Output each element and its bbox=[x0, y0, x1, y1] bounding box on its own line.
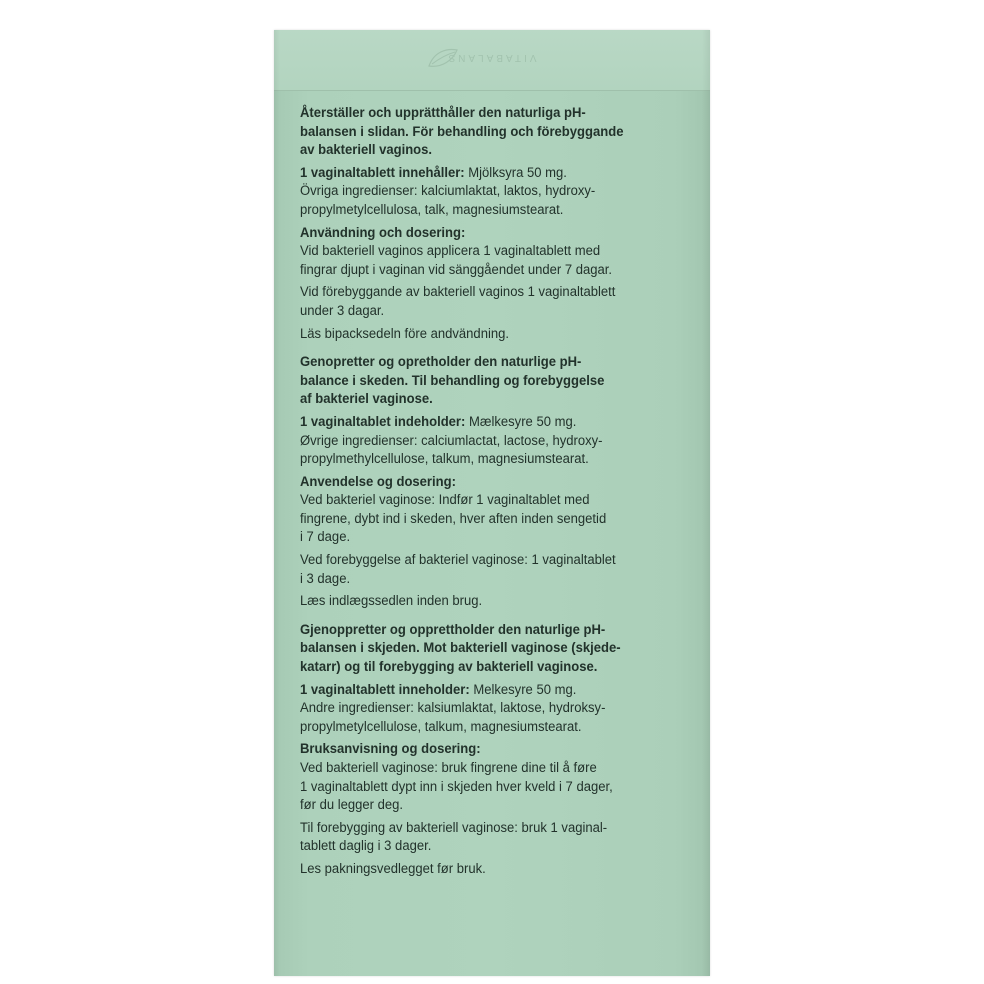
intro-line: balance i skeden. Til behandling og forebyggelse bbox=[300, 372, 605, 389]
intro-line: balansen i slidan. För behandling och förebyggande bbox=[300, 123, 624, 140]
usage-line: tablett daglig i 3 dager. bbox=[300, 838, 432, 855]
content-label: 1 vaginaltablett inneholder: bbox=[300, 681, 470, 698]
brand-mark bbox=[416, 44, 566, 74]
usage-line: før du legger deg. bbox=[300, 797, 404, 814]
usage-line: Vid bakteriell vaginos applicera 1 vaginaltablett med bbox=[300, 243, 601, 260]
label-text bbox=[300, 104, 666, 889]
content-line bbox=[300, 681, 666, 700]
content-label: 1 vaginaltablet indeholder: bbox=[300, 413, 466, 430]
ingredients-line: propylmetylcellulose, talkum, magnesiumstearat. bbox=[300, 718, 582, 735]
usage-line: Vid förebyggande av bakteriell vaginos 1 vaginaltablett bbox=[300, 284, 616, 301]
section-swedish bbox=[300, 104, 666, 343]
ingredients-line: propylmetylcellulosa, talk, magnesiumstearat. bbox=[300, 201, 564, 218]
content-value: Mjölksyra 50 mg. bbox=[464, 164, 567, 181]
box-edge-left bbox=[274, 30, 280, 976]
box-edge-right bbox=[702, 30, 710, 976]
intro-line: Gjenoppretter og opprettholder den naturlige pH- bbox=[300, 621, 606, 638]
content-value: Melkesyre 50 mg. bbox=[469, 681, 577, 698]
intro-line: af bakteriel vaginose. bbox=[300, 391, 433, 408]
intro-line: katarr) og til forebygging av bakteriell vaginose. bbox=[300, 659, 598, 676]
ingredients-line: Andre ingredienser: kalsiumlaktat, laktose, hydroksy- bbox=[300, 700, 606, 717]
usage-line: 1 vaginaltablett dypt inn i skjeden hver kveld i 7 dager, bbox=[300, 778, 613, 795]
ingredients-line: propylmethylcellulose, talkum, magnesiumstearat. bbox=[300, 451, 589, 468]
ingredients-line: Øvrige ingredienser: calciumlactat, lactose, hydroxy- bbox=[300, 432, 603, 449]
leaflet-note: Læs indlægssedlen inden brug. bbox=[300, 593, 483, 610]
usage-line: Ved bakteriell vaginose: bruk fingrene dine til å føre bbox=[300, 760, 597, 776]
usage-line: Ved bakteriel vaginose: Indfør 1 vaginaltablet med bbox=[300, 492, 590, 509]
intro-line: av bakteriell vaginos. bbox=[300, 142, 433, 159]
leaflet-note: Läs bipacksedeln före andvändning. bbox=[300, 325, 509, 342]
intro-line: Genopretter og opretholder den naturlige pH- bbox=[300, 354, 582, 371]
leaflet-note: Les pakningsvedlegget før bruk. bbox=[300, 860, 486, 877]
usage-heading: Anvendelse og dosering: bbox=[300, 473, 456, 490]
intro-line: Återställer och upprätthåller den naturliga pH- bbox=[300, 105, 586, 121]
content-value: Mælkesyre 50 mg. bbox=[465, 413, 577, 430]
content-label: 1 vaginaltablett innehåller: bbox=[300, 164, 465, 181]
intro-line: balansen i skjeden. Mot bakteriell vaginose (skjede- bbox=[300, 640, 621, 657]
section-norwegian bbox=[300, 621, 666, 879]
content-line bbox=[300, 413, 666, 432]
ingredients-line: Övriga ingredienser: kalciumlaktat, laktos, hydroxy- bbox=[300, 183, 596, 200]
medicine-box bbox=[274, 30, 710, 976]
usage-heading: Användning och dosering: bbox=[300, 224, 466, 241]
usage-line: under 3 dagar. bbox=[300, 302, 385, 319]
usage-line: fingrar djupt i vaginan vid sänggåendet under 7 dagar. bbox=[300, 261, 613, 278]
box-top-flap bbox=[274, 30, 710, 91]
usage-heading: Bruksanvisning og dosering: bbox=[300, 741, 481, 758]
usage-line: fingrene, dybt ind i skeden, hver aften inden sengetid bbox=[300, 510, 607, 527]
usage-line: i 3 dage. bbox=[300, 570, 351, 587]
usage-line: Ved forebyggelse af bakteriel vaginose: 1 vaginaltablet bbox=[300, 552, 616, 569]
brand-name: VITABALANS bbox=[445, 52, 537, 63]
content-line bbox=[300, 164, 666, 183]
section-danish bbox=[300, 353, 666, 611]
usage-line: Til forebygging av bakteriell vaginose: bruk 1 vaginal- bbox=[300, 819, 608, 836]
usage-line: i 7 dage. bbox=[300, 529, 351, 546]
